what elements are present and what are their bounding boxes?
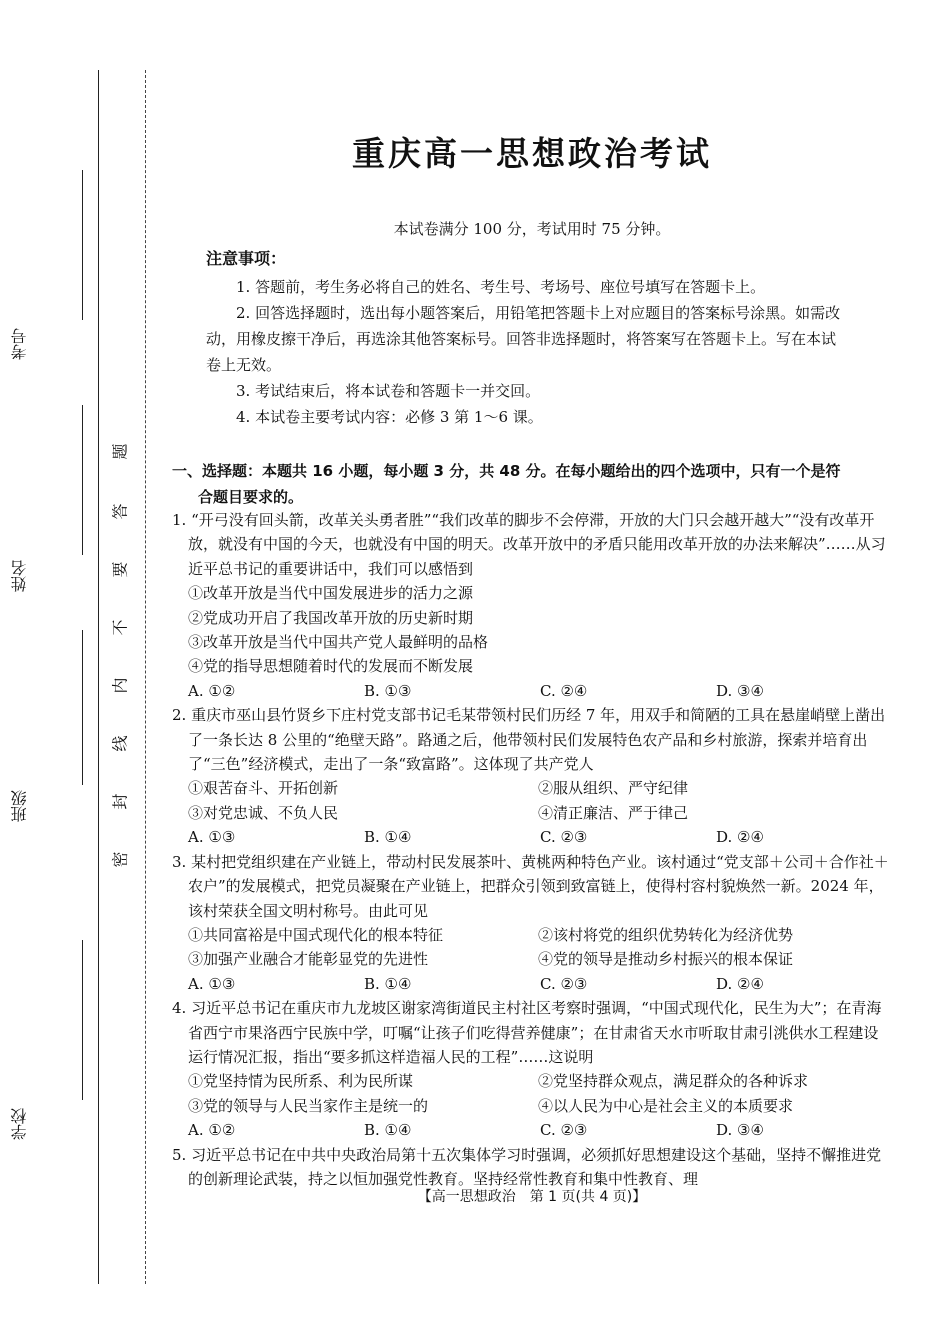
choice-c[interactable]: C. ②③ xyxy=(540,828,588,847)
binding-cut-line xyxy=(145,70,146,1284)
statement: ②党坚持群众观点，满足群众的各种诉求 xyxy=(538,1072,809,1091)
question-list xyxy=(172,508,892,1191)
side-line-school[interactable] xyxy=(82,940,83,1100)
statement-row xyxy=(172,1094,892,1118)
statement: ④党的指导思想随着时代的发展而不断发展 xyxy=(188,657,474,676)
section-heading xyxy=(172,458,892,510)
choice-b[interactable]: B. ①③ xyxy=(364,681,412,700)
notice-item: 4. 本试卷主要考试内容：必修 3 第 1～6 课。 xyxy=(236,408,543,426)
choice-a[interactable]: A. ①③ xyxy=(188,828,236,847)
page-footer: 【高一思想政治 第 1 页(共 4 页)】 xyxy=(417,1189,647,1205)
choice-d[interactable]: D. ③④ xyxy=(716,1121,764,1140)
notice-list xyxy=(206,274,846,430)
choice-b[interactable]: B. ①④ xyxy=(364,1121,412,1140)
choice-d[interactable]: D. ②④ xyxy=(716,974,764,993)
question-stem: 5. 习近平总书记在中共中央政治局第十五次集体学习时强调，必须抓好思想建设这个基础，坚持不懈推进党的创新理论武装，持之以恒加强党性教育。坚持经常性教育和集中性教育、理 xyxy=(172,1145,882,1188)
side-label-exam-number: 考号 xyxy=(10,328,29,360)
choice-a[interactable]: A. ①② xyxy=(188,681,236,700)
statement: ③改革开放是当代中国共产党人最鲜明的品格 xyxy=(188,633,489,652)
choice-c[interactable]: C. ②③ xyxy=(540,974,588,993)
warning-char: 内 xyxy=(110,677,130,694)
warning-char: 不 xyxy=(110,619,130,636)
score-line: 本试卷满分 100 分，考试用时 75 分钟。 xyxy=(393,220,671,238)
statement: ①共同富裕是中国式现代化的根本特征 xyxy=(188,925,444,944)
choice-a[interactable]: A. ①② xyxy=(188,1121,236,1140)
question-stem: 2. 重庆市巫山县竹贤乡下庄村党支部书记毛某带领村民们历经 7 年，用双手和简陋的工具在悬崖峭壁上凿出了一条长达 8 公里的“绝壁天路”。路通之后，他带领村民们发展特色农产品和乡村旅游，探索并培育出了“三色”经济模式，走出了一条“致富路”。这体现了共产党人 xyxy=(172,706,886,774)
statement-row xyxy=(172,801,892,825)
warning-char: 封 xyxy=(110,793,130,810)
side-line-name[interactable] xyxy=(82,405,83,555)
answer-choices xyxy=(172,972,892,996)
statement: ④党的领导是推动乡村振兴的根本保证 xyxy=(538,950,794,969)
warning-char: 线 xyxy=(110,735,130,752)
question-3 xyxy=(172,850,892,996)
warning-char: 要 xyxy=(110,561,130,578)
warning-char: 密 xyxy=(110,851,130,868)
statement: ④清正廉洁、严于律己 xyxy=(538,803,689,822)
question-stem: 4. 习近平总书记在重庆市九龙坡区谢家湾街道民主村社区考察时强调，“中国式现代化，民生为大”；在青海省西宁市果洛西宁民族中学，叮嘱“让孩子们吃得营养健康”；在甘肃省天水市听取甘肃引洮供水工程建设运行情况汇报，指出“要多抓这样造福人民的工程”……这说明 xyxy=(172,999,882,1066)
statement: ①改革开放是当代中国发展进步的活力之源 xyxy=(188,584,474,603)
statement: ②服从组织、严守纪律 xyxy=(538,779,689,798)
question-1 xyxy=(172,508,892,703)
statement: ②党成功开启了我国改革开放的历史新时期 xyxy=(188,608,474,627)
question-stem: 3. 某村把党组织建在产业链上，带动村民发展茶叶、黄桃两种特色产业。该村通过“党支部＋公司＋合作社＋农户”的发展模式，把党员凝聚在产业链上，把群众引领到致富链上，使得村容村貌焕然一新。2024 年，该村荣获全国文明村称号。由此可见 xyxy=(172,852,889,920)
answer-choices xyxy=(172,825,892,849)
question-stem: 1. “开弓没有回头箭，改革关头勇者胜”“我们改革的脚步不会停滞，开放的大门只会越开越大”“没有改革开放，就没有中国的今天，也就没有中国的明天。改革开放中的矛盾只能用改革开放的办法来解决”……从习近平总书记的重要讲话中，我们可以感悟到 xyxy=(172,511,886,578)
statement: ①艰苦奋斗、开拓创新 xyxy=(188,779,339,798)
notice-item: 3. 考试结束后，将本试卷和答题卡一并交回。 xyxy=(236,382,541,400)
choice-d[interactable]: D. ②④ xyxy=(716,828,764,847)
statement-row xyxy=(172,923,892,947)
statement: ③对党忠诚、不负人民 xyxy=(188,803,339,822)
choice-b[interactable]: B. ①④ xyxy=(364,828,412,847)
choice-b[interactable]: B. ①④ xyxy=(364,974,412,993)
side-line-exam-number[interactable] xyxy=(82,170,83,320)
statement: ④以人民为中心是社会主义的本质要求 xyxy=(538,1096,794,1115)
question-2 xyxy=(172,703,892,849)
notice-heading: 注意事项： xyxy=(206,249,287,268)
statement: ③党的领导与人民当家作主是统一的 xyxy=(188,1096,429,1115)
statement-row xyxy=(172,1069,892,1093)
statement-row xyxy=(172,776,892,800)
choice-c[interactable]: C. ②④ xyxy=(540,681,588,700)
statement: ②该村将党的组织优势转化为经济优势 xyxy=(538,925,794,944)
choice-a[interactable]: A. ①③ xyxy=(188,974,236,993)
section-heading-line: 合题目要求的。 xyxy=(198,488,304,506)
notice-item: 2. 回答选择题时，选出每小题答案后，用铅笔把答题卡上对应题目的答案标号涂黑。如需改动，用橡皮擦干净后，再选涂其他答案标号。回答非选择题时，将答案写在答题卡上。写在本试卷上无效。 xyxy=(206,304,841,374)
side-label-school: 学校 xyxy=(10,1108,29,1140)
warning-char: 答 xyxy=(110,503,130,520)
statement: ③加强产业融合才能彰显党的先进性 xyxy=(188,950,429,969)
question-4 xyxy=(172,996,892,1142)
statement: ①党坚持情为民所系、利为民所谋 xyxy=(188,1072,414,1091)
binding-solid-line xyxy=(98,70,99,1284)
choice-d[interactable]: D. ③④ xyxy=(716,681,764,700)
side-line-class[interactable] xyxy=(82,630,83,785)
side-label-name: 姓名 xyxy=(10,560,29,592)
answer-choices xyxy=(172,679,892,703)
section-heading-line: 一、选择题：本题共 16 小题，每小题 3 分，共 48 分。在每小题给出的四个选项中，只有一个是符 xyxy=(172,462,841,480)
question-5 xyxy=(172,1143,892,1192)
warning-char: 题 xyxy=(110,443,130,460)
choice-c[interactable]: C. ②③ xyxy=(540,1121,588,1140)
statement-row xyxy=(172,947,892,971)
side-label-class: 班级 xyxy=(10,790,29,822)
notice-item: 1. 答题前，考生务必将自己的姓名、考生号、考场号、座位号填写在答题卡上。 xyxy=(236,278,766,296)
answer-choices xyxy=(172,1118,892,1142)
page-title: 重庆高一思想政治考试 xyxy=(352,134,712,173)
